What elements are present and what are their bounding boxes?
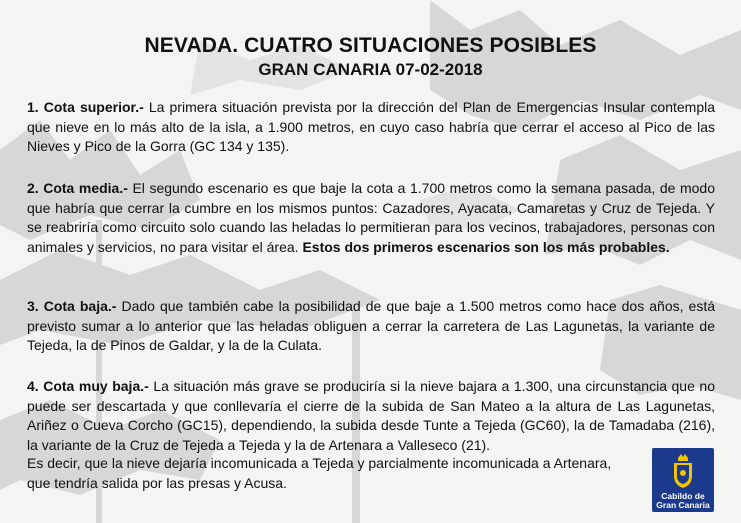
section-cota-muy-baja <box>27 377 715 455</box>
conclusion-text: Es decir, que la nieve dejaría incomunicada a Tejeda y parcialmente incomunicada a Artenara, que tendría salida por las presas y Acusa. <box>27 455 612 491</box>
logo-text-line1: Cabildo de <box>661 491 705 501</box>
section-heading: 2. Cota media.- <box>27 180 128 196</box>
section-cota-media <box>27 179 715 257</box>
section-heading: 1. Cota superior.- <box>27 99 144 115</box>
section-text: La situación más grave se produciría si la nieve bajara a 1.300, una circunstancia que no puede ser descartada y que conllevaría el cierre de la subida de San Mateo a la altura de Las Lagunetas, Ariñez o Cueva Corcho (GC15), dependiendo, la subida desde Tunte a Tejeda (GC60), la de Tamadaba (216), la variante de la Cruz de Tejeda a Tejeda y la de Artenara a Valleseco (21). <box>27 378 716 453</box>
section-heading: 4. Cota muy baja.- <box>27 378 149 394</box>
section-text: Dado que también cabe la posibilidad de que baje a 1.500 metros como hace dos años, está previsto sumar a lo anterior que las heladas obliguen a cerrar la carretera de Las Lagunetas, la variante de Tejeda, la de Pinos de Galdar, y la de la Culata. <box>27 298 715 353</box>
section-cota-baja <box>27 297 715 356</box>
coat-of-arms-icon <box>669 452 697 490</box>
page-title: NEVADA. CUATRO SITUACIONES POSIBLES <box>144 34 597 57</box>
page-subtitle: GRAN CANARIA 07-02-2018 <box>258 60 483 79</box>
section-emphasis: Estos dos primeros escenarios son los más probables. <box>302 238 670 255</box>
section-text: El segundo escenario es que baje la cota a 1.700 metros como la semana pasada, de modo que habría que cerrar la cumbre en los mismos puntos: Cazadores, Ayacata, Camaretas y Cruz de Tejeda. Y se reabriría como circuito solo cuando las heladas lo permitieran para los vecinos, trabajadores, personas con animales y servicios, no para visitar el área. <box>27 180 715 255</box>
cabildo-logo <box>652 448 714 512</box>
section-cota-superior <box>27 98 715 157</box>
section-text: La primera situación prevista por la dirección del Plan de Emergencias Insular contempla que nieve en lo más alto de la isla, a 1.900 metros, en cuyo caso habría que cerrar el acceso al Pico de las Nieves y Pico de la Gorra (GC 134 y 135). <box>27 99 715 154</box>
section-heading: 3. Cota baja.- <box>27 298 117 314</box>
logo-text-line2: Gran Canaria <box>656 500 710 510</box>
